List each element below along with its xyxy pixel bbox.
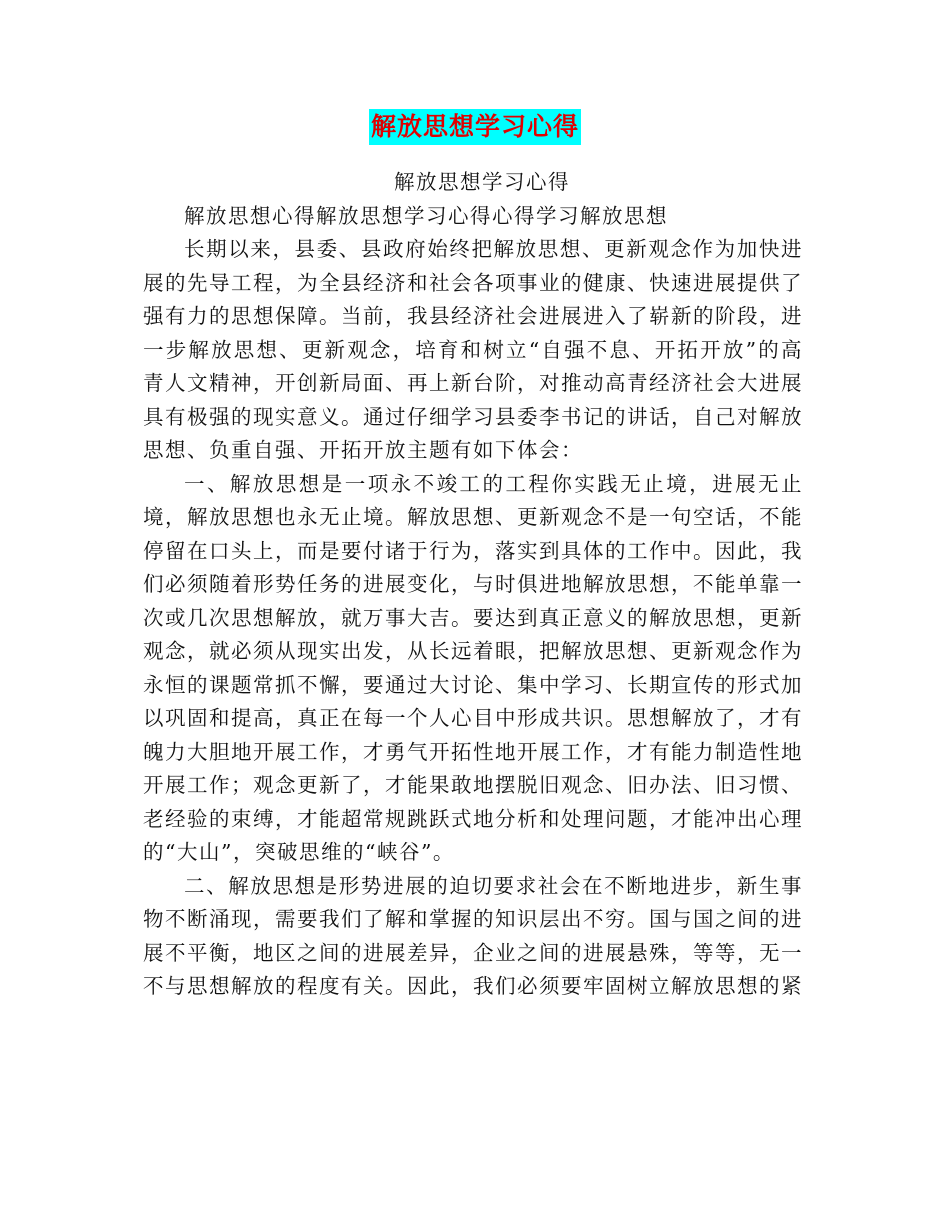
paragraph-section-one: 一、解放思想是一项永不竣工的工程你实践无止境，进展无止境，解放思想也永无止境。解放思想、更新观念不是一句空话，不能停留在口头上，而是要付诸于行为，落实到具体的工作中。因此，我们必须随着形势任务的进展变化，与时俱进地解放思想，不能单靠一次或几次思想解放，就万事大吉。要达到真正意义的解放思想，更新观念，就必须从现实出发，从长远着眼，把解放思想、更新观念作为永恒的课题常抓不懈，要通过大讨论、集中学习、长期宣传的形式加以巩固和提高，真正在每一个人心目中形成共识。思想解放了，才有魄力大胆地开展工作，才勇气开拓性地开展工作，才有能力制造性地开展工作；观念更新了，才能果敢地摆脱旧观念、旧办法、旧习惯、老经验的束缚，才能超常规跳跃式地分析和处理问题，才能冲出心理的“大山”，突破思维的“峡谷”。 [143,471,803,864]
paragraph-section-two: 二、解放思想是形势进展的迫切要求社会在不断地进步，新生事物不断涌现，需要我们了解和掌握的知识层出不穷。国与国之间的进展不平衡，地区之间的进展差异，企业之间的进展悬殊，等等，无一不与思想解放的程度有关。因此，我们必须要牢固树立解放思想的紧 [143,873,803,998]
paragraph-intro: 长期以来，县委、县政府始终把解放思想、更新观念作为加快进展的先导工程，为全县经济和社会各项事业的健康、快速进展提供了强有力的思想保障。当前，我县经济社会进展进入了崭新的阶段，进一步解放思想、更新观念，培育和树立“自强不息、开拓开放”的高青人文精神，开创新局面、再上新台阶，对推动高青经济社会大进展具有极强的现实意义。通过仔细学习县委李书记的讲话，自己对解放思想、负重自强、开拓开放主题有如下体会： [143,237,803,462]
title-container [0,109,950,145]
keywords-line: 解放思想心得解放思想学习心得心得学习解放思想 [184,203,668,228]
document-body [143,166,803,1004]
document-title: 解放思想学习心得 [369,109,581,145]
document-subtitle: 解放思想学习心得 [394,170,570,194]
